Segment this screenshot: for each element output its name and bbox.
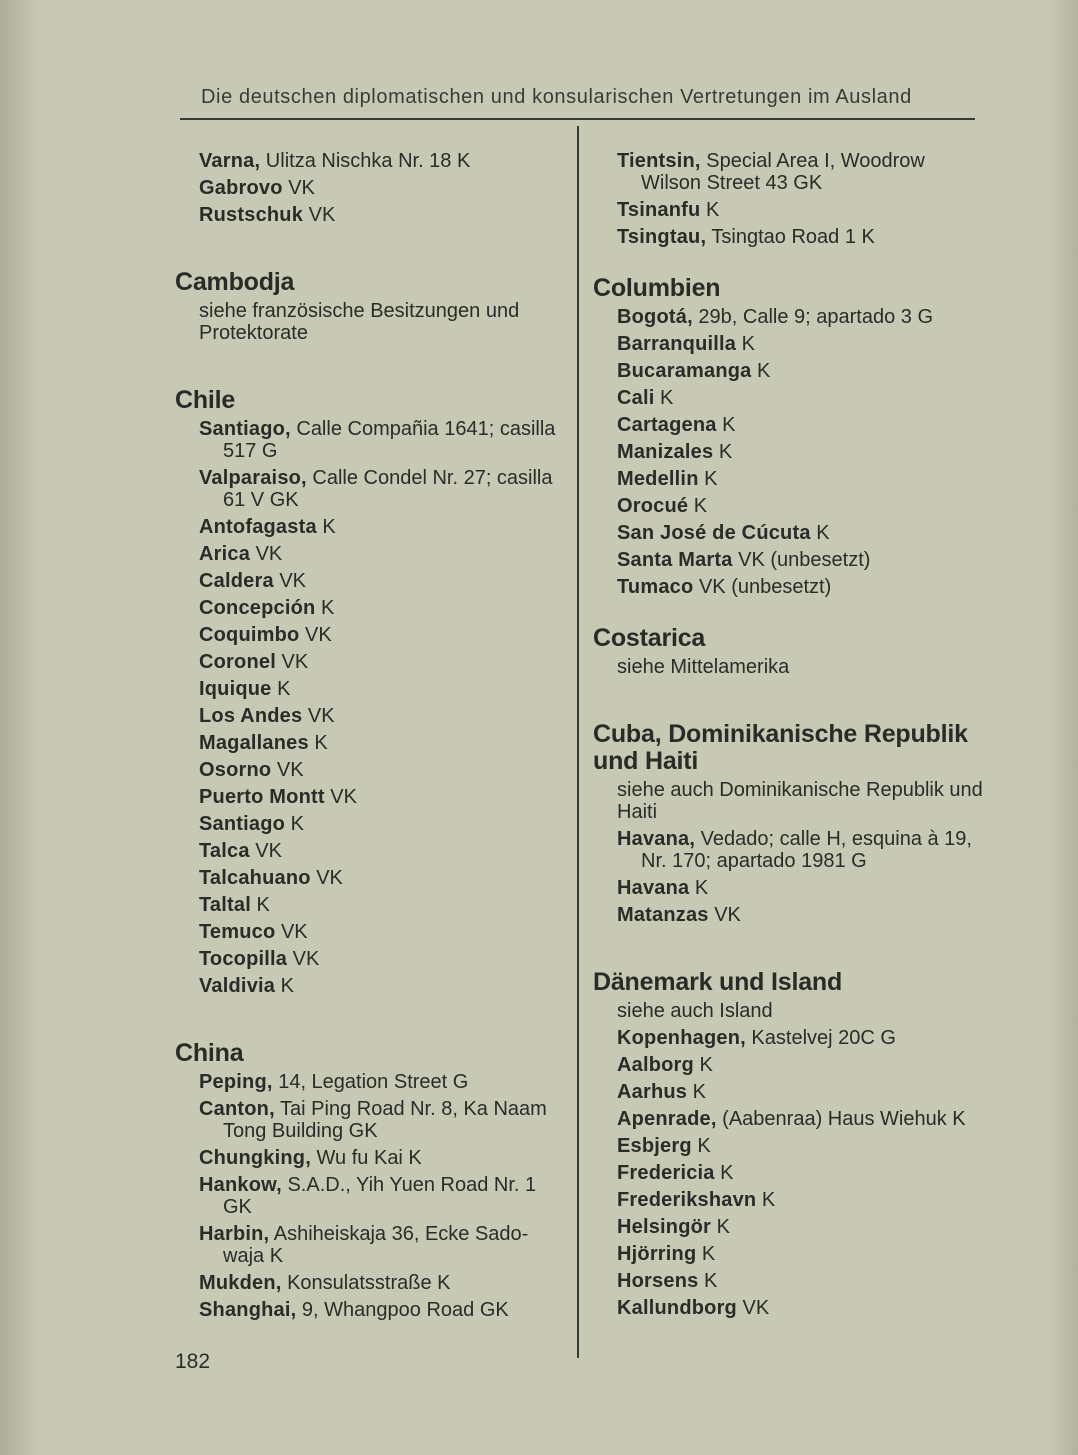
consulate-entry (617, 1108, 983, 1130)
entry-city: Matanzas (617, 904, 709, 926)
entry-city: Medellin (617, 468, 699, 490)
consulate-entry (617, 904, 983, 926)
entry-city: Iquique (199, 678, 272, 700)
entry-city: San José de Cúcuta (617, 522, 811, 544)
entry-details: K (713, 441, 733, 463)
entry-details: VK (282, 177, 315, 199)
bulgaria-continuation (175, 150, 565, 226)
cuba-list (593, 828, 983, 926)
consulate-entry (199, 570, 565, 592)
entry-details: K (711, 1216, 730, 1238)
consulate-entry (617, 495, 983, 517)
consulate-entry (199, 759, 565, 781)
entry-city: Caldera (199, 570, 274, 592)
entry-city: Esbjerg (617, 1135, 692, 1157)
consulate-entry (199, 1147, 565, 1169)
consulate-entry (199, 1071, 565, 1093)
china-continuation (593, 150, 983, 248)
entry-details: K (698, 1270, 718, 1292)
country-heading-costarica: Costarica (593, 624, 706, 652)
entry-city: Taltal (199, 894, 251, 916)
consulate-entry (617, 1162, 983, 1184)
entry-details: K (271, 678, 291, 700)
entry-city: Apenrade, (617, 1108, 717, 1130)
consulate-entry (199, 1299, 565, 1321)
consulate-entry (199, 786, 565, 808)
daenemark-note: siehe auch Island (617, 1000, 773, 1022)
consulate-entry (617, 1027, 983, 1049)
entry-city: Santiago, (199, 418, 291, 440)
entry-city: Havana (617, 877, 690, 899)
china-list (175, 1071, 565, 1321)
entry-details: K (756, 1189, 776, 1211)
consulate-entry (199, 867, 565, 889)
entry-city: Havana, (617, 828, 696, 850)
entry-details: 14, Legation Street G (272, 1071, 469, 1093)
entry-city: Concepción (199, 597, 316, 619)
entry-city: Talcahuano (199, 867, 311, 889)
entry-details: VK (736, 1297, 770, 1319)
country-heading-cambodja: Cambodja (175, 268, 295, 296)
consulate-entry (199, 150, 565, 172)
left-column (175, 150, 565, 1326)
entry-city: Harbin, (199, 1223, 270, 1245)
entry-city: Varna, (199, 150, 261, 172)
entry-city: Santiago (199, 813, 286, 835)
entry-details: Vedado; calle H, esquina à 19, Nr. 170; apartado 1981 G (641, 828, 972, 872)
entry-details: (Aabenraa) Haus Wiehuk K (716, 1108, 966, 1130)
entry-city: Arica (199, 543, 251, 565)
entry-details: VK (250, 543, 283, 565)
entry-details: K (250, 894, 270, 916)
entry-city: Helsingör (617, 1216, 712, 1238)
country-heading-cuba: Cuba, Dominikanische Republik und Haiti (593, 720, 968, 775)
consulate-entry (617, 199, 983, 221)
consulate-entry (199, 813, 565, 835)
costarica-note: siehe Mittelamerika (617, 656, 790, 678)
chile-list (175, 418, 565, 997)
entry-city: Magallanes (199, 732, 309, 754)
entry-city: Cali (617, 387, 655, 409)
consulate-entry (617, 522, 983, 544)
running-header: Die deutschen diplomatischen und konsularischen Vertretungen im Ausland (201, 86, 912, 108)
entry-city: Coquimbo (199, 624, 300, 646)
consulate-entry (199, 894, 565, 916)
consulate-entry (199, 177, 565, 199)
entry-details: K (654, 387, 674, 409)
entry-details: K (696, 1243, 716, 1265)
entry-details: VK (271, 759, 304, 781)
consulate-entry (617, 468, 983, 490)
columbien-list (593, 306, 983, 598)
consulate-entry (617, 414, 983, 436)
consulate-entry (617, 1054, 983, 1076)
entry-details: VK (249, 840, 282, 862)
entry-city: Mukden, (199, 1272, 282, 1294)
entry-details: K (285, 813, 304, 835)
consulate-entry (617, 1297, 983, 1319)
consulate-entry (199, 705, 565, 727)
consulate-entry (199, 597, 565, 619)
cambodja-note: siehe französische Besitzungen und Protektorate (199, 300, 520, 344)
entry-details: K (736, 333, 756, 355)
entry-city: Shanghai, (199, 1299, 297, 1321)
entry-city: Santa Marta (617, 549, 733, 571)
entry-details: Tsingtao Road 1 K (706, 226, 875, 248)
entry-city: Tumaco (617, 576, 694, 598)
entry-city: Tientsin, (617, 150, 701, 172)
entry-city: Hankow, (199, 1174, 282, 1196)
consulate-entry (199, 516, 565, 538)
consulate-entry (199, 467, 565, 511)
consulate-entry (199, 1272, 565, 1294)
column-divider (577, 126, 579, 1358)
consulate-entry (617, 1243, 983, 1265)
entry-details: VK (310, 867, 343, 889)
entry-details: VK (708, 904, 741, 926)
entry-city: Bucaramanga (617, 360, 752, 382)
entry-city: Los Andes (199, 705, 303, 727)
consulate-entry (617, 1081, 983, 1103)
consulate-entry (199, 651, 565, 673)
consulate-entry (617, 150, 983, 194)
entry-details: VK (273, 570, 307, 592)
entry-city: Kopenhagen, (617, 1027, 746, 1049)
entry-details: Calle Compañia 1641; casilla 517 G (223, 418, 556, 462)
entry-details: K (693, 1054, 713, 1076)
entry-details: Calle Condel Nr. 27; casilla 61 V GK (223, 467, 553, 511)
consulate-entry (617, 1135, 983, 1157)
entry-city: Temuco (199, 921, 276, 943)
entry-city: Canton, (199, 1098, 275, 1120)
entry-details: VK (unbesetzt) (732, 549, 871, 571)
entry-details: Ashiheiskaja 36, Ecke Sado-waja K (223, 1223, 529, 1267)
right-column (593, 150, 983, 1324)
country-heading-china: China (175, 1039, 244, 1067)
entry-city: Aarhus (617, 1081, 688, 1103)
country-heading-columbien: Columbien (593, 274, 721, 302)
entry-details: Special Area I, Woodrow Wilson Street 43 GK (641, 150, 925, 194)
entry-details: VK (299, 624, 332, 646)
entry-details: Tai Ping Road Nr. 8, Ka Naam Tong Building GK (223, 1098, 547, 1142)
consulate-entry (199, 624, 565, 646)
entry-city: Antofagasta (199, 516, 317, 538)
entry-city: Horsens (617, 1270, 699, 1292)
header-rule (180, 118, 975, 120)
entry-details: VK (275, 921, 308, 943)
entry-details: K (716, 414, 736, 436)
consulate-entry (199, 418, 565, 462)
entry-city: Fredericia (617, 1162, 715, 1184)
consulate-entry (617, 1216, 983, 1238)
entry-details: VK (unbesetzt) (693, 576, 832, 598)
entry-details: K (810, 522, 830, 544)
consulate-entry (199, 948, 565, 970)
consulate-entry (199, 1223, 565, 1267)
entry-details: K (688, 495, 708, 517)
consulate-entry (617, 576, 983, 598)
entry-details: K (316, 516, 336, 538)
entry-details: Kastelvej 20C G (745, 1027, 896, 1049)
entry-city: Tocopilla (199, 948, 288, 970)
entry-city: Cartagena (617, 414, 717, 436)
entry-city: Chungking, (199, 1147, 311, 1169)
entry-details: VK (324, 786, 357, 808)
entry-city: Gabrovo (199, 177, 283, 199)
entry-city: Aalborg (617, 1054, 694, 1076)
entry-details: Ulitza Nischka Nr. 18 K (260, 150, 471, 172)
entry-details: K (275, 975, 294, 997)
entry-details: 9, Whangpoo Road GK (296, 1299, 509, 1321)
entry-details: K (700, 199, 720, 221)
consulate-entry (199, 204, 565, 226)
consulate-entry (199, 732, 565, 754)
entry-city: Coronel (199, 651, 276, 673)
entry-city: Peping, (199, 1071, 273, 1093)
entry-city: Tsingtau, (617, 226, 707, 248)
consulate-entry (617, 1270, 983, 1292)
page-number: 182 (175, 1350, 211, 1373)
consulate-entry (617, 828, 983, 872)
entry-city: Tsinanfu (617, 199, 701, 221)
consulate-entry (199, 975, 565, 997)
entry-details: 29b, Calle 9; apartado 3 G (692, 306, 933, 328)
consulate-entry (617, 441, 983, 463)
entry-details: K (689, 877, 709, 899)
entry-city: Barranquilla (617, 333, 737, 355)
consulate-entry (199, 921, 565, 943)
country-heading-chile: Chile (175, 386, 236, 414)
entry-details: VK (287, 948, 320, 970)
entry-details: K (308, 732, 328, 754)
entry-city: Puerto Montt (199, 786, 325, 808)
consulate-entry (617, 306, 983, 328)
entry-details: S.A.D., Yih Yuen Road Nr. 1 GK (223, 1174, 537, 1218)
entry-city: Frederikshavn (617, 1189, 757, 1211)
consulate-entry (199, 678, 565, 700)
entry-city: Hjörring (617, 1243, 697, 1265)
entry-details: K (714, 1162, 734, 1184)
entry-details: VK (275, 651, 309, 673)
daenemark-list (593, 1027, 983, 1319)
entry-details: K (315, 597, 335, 619)
entry-city: Rustschuk (199, 204, 304, 226)
entry-city: Valparaiso, (199, 467, 307, 489)
consulate-entry (199, 840, 565, 862)
consulate-entry (617, 360, 983, 382)
consulate-entry (199, 543, 565, 565)
entry-details: VK (303, 204, 336, 226)
entry-city: Manizales (617, 441, 714, 463)
consulate-entry (617, 549, 983, 571)
entry-city: Bogotá, (617, 306, 693, 328)
entry-details: K (698, 468, 718, 490)
entry-details: Wu fu Kai K (310, 1147, 422, 1169)
consulate-entry (617, 877, 983, 899)
consulate-entry (617, 226, 983, 248)
country-heading-daenemark: Dänemark und Island (593, 968, 843, 996)
entry-city: Talca (199, 840, 250, 862)
entry-details: Konsulatsstraße K (281, 1272, 451, 1294)
consulate-entry (617, 333, 983, 355)
consulate-entry (199, 1098, 565, 1142)
entry-city: Osorno (199, 759, 272, 781)
entry-details: K (751, 360, 771, 382)
entry-details: K (691, 1135, 711, 1157)
entry-details: K (687, 1081, 707, 1103)
entry-city: Kallundborg (617, 1297, 737, 1319)
consulate-entry (617, 387, 983, 409)
cuba-note: siehe auch Dominikanische Republik und Haiti (617, 779, 983, 823)
consulate-entry (199, 1174, 565, 1218)
entry-city: Valdivia (199, 975, 276, 997)
consulate-entry (617, 1189, 983, 1211)
entry-details: VK (302, 705, 335, 727)
entry-city: Orocué (617, 495, 689, 517)
